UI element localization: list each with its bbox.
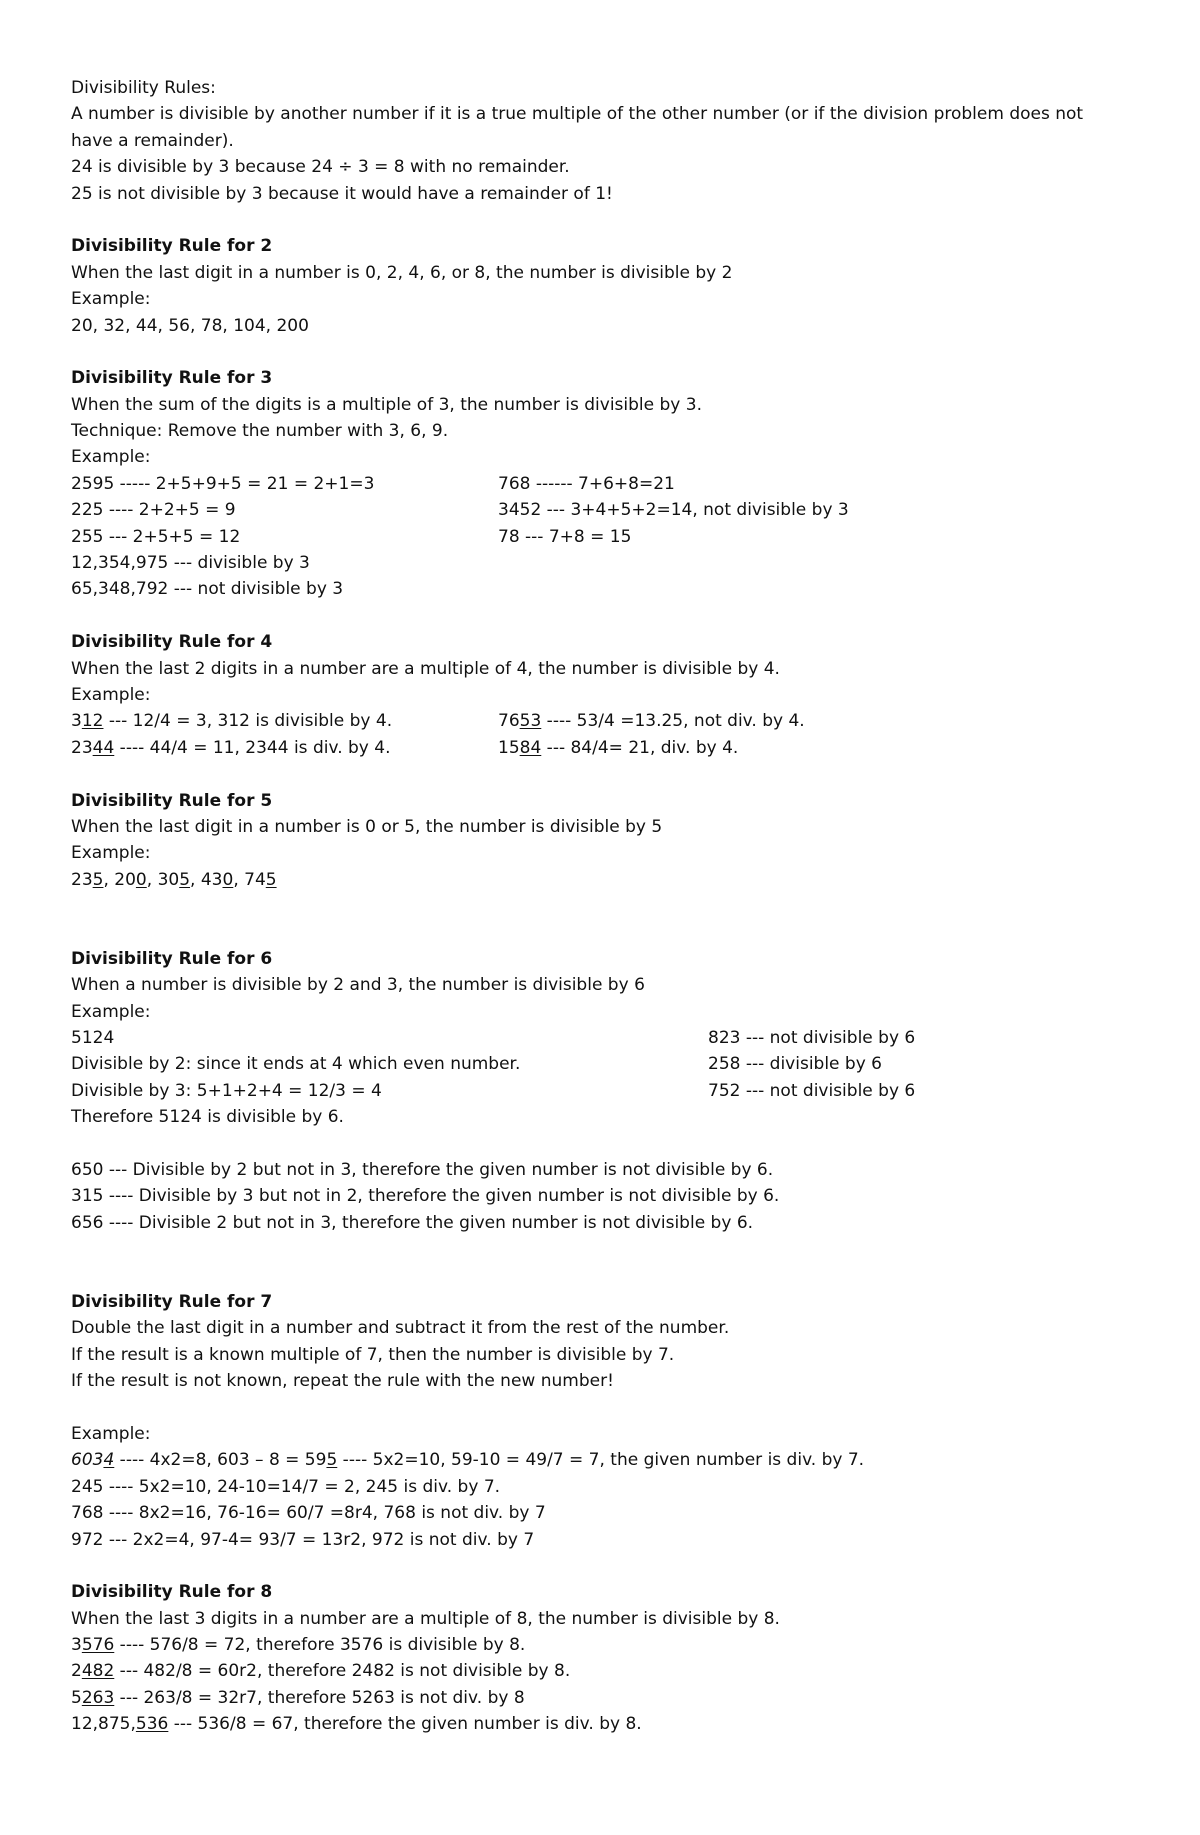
- rule-3-heading: Divisibility Rule for 3: [71, 368, 273, 389]
- rule-3-technique: Technique: Remove the number with 3, 6, 9.: [71, 421, 449, 442]
- rule-3-example-left: 225 ---- 2+2+5 = 9: [71, 500, 236, 521]
- rule-6-heading: Divisibility Rule for 6: [71, 948, 273, 969]
- rule-6-example-left: 5124: [71, 1028, 115, 1049]
- example-label: Example:: [71, 843, 151, 864]
- rule-8-example: 12,875,536 --- 536/8 = 67, therefore the given number is div. by 8.: [71, 1714, 642, 1735]
- rule-3-example-right: 3452 --- 3+4+5+2=14, not divisible by 3: [498, 500, 849, 521]
- rule-2-text: When the last digit in a number is 0, 2, 4, 6, or 8, the number is divisible by 2: [71, 262, 733, 283]
- document-page: [71, 75, 1141, 1738]
- example-label: Example:: [71, 289, 151, 310]
- example-label: Example:: [71, 1423, 151, 1444]
- intro-text-line: 25 is not divisible by 3 because it would have a remainder of 1!: [71, 183, 613, 204]
- rule-6-text: When a number is divisible by 2 and 3, the number is divisible by 6: [71, 975, 645, 996]
- rule-8-example: 2482 --- 482/8 = 60r2, therefore 2482 is not divisible by 8.: [71, 1661, 571, 1682]
- rule-3-example-left: 12,354,975 --- divisible by 3: [71, 553, 310, 574]
- rule-4-text: When the last 2 digits in a number are a multiple of 4, the number is divisible by 4.: [71, 658, 780, 679]
- rule-8-heading: Divisibility Rule for 8: [71, 1582, 273, 1603]
- rule-7-heading: Divisibility Rule for 7: [71, 1292, 273, 1312]
- rule-7-example: 245 ---- 5x2=10, 24-10=14/7 = 2, 245 is div. by 7.: [71, 1476, 501, 1497]
- rule-5-examples: 235, 200, 305, 430, 745: [71, 869, 277, 890]
- intro-text-line: have a remainder).: [71, 130, 234, 151]
- rule-6-example-row: [71, 1051, 1141, 1077]
- rule-3-example-row: [71, 471, 1141, 497]
- rule-7-example: 6034 ---- 4x2=8, 603 – 8 = 595 ---- 5x2=10, 59-10 = 49/7 = 7, the given number is div. by 7.: [71, 1450, 865, 1471]
- rule-8-text: When the last 3 digits in a number are a multiple of 8, the number is divisible by 8.: [71, 1608, 780, 1629]
- rule-7-text: Double the last digit in a number and subtract it from the rest of the number.: [71, 1318, 730, 1339]
- rule-6-example-right: 258 --- divisible by 6: [708, 1054, 882, 1075]
- rule-8-example: 5263 --- 263/8 = 32r7, therefore 5263 is not div. by 8: [71, 1687, 525, 1708]
- rule-4-example: 1584 --- 84/4= 21, div. by 4.: [498, 737, 739, 758]
- rule-6-example-row: [71, 1078, 1141, 1104]
- rule-6-example-right: 752 --- not divisible by 6: [708, 1080, 916, 1101]
- example-label: Example:: [71, 684, 151, 705]
- rule-8-example: 3576 ---- 576/8 = 72, therefore 3576 is divisible by 8.: [71, 1635, 526, 1656]
- rule-3-example-right: 78 --- 7+8 = 15: [498, 526, 632, 547]
- rule-3-example-row: [71, 497, 1141, 523]
- rule-3-text: When the sum of the digits is a multiple of 3, the number is divisible by 3.: [71, 394, 702, 415]
- example-label: Example:: [71, 1001, 151, 1022]
- rule-3-example-left: 255 --- 2+5+5 = 12: [71, 526, 241, 547]
- rule-6-example-left: Therefore 5124 is divisible by 6.: [71, 1107, 344, 1128]
- rule-3-example-row: [71, 524, 1141, 550]
- rule-6-more-example: 650 --- Divisible by 2 but not in 3, therefore the given number is not divisible by 6.: [71, 1160, 774, 1181]
- intro-text-line: 24 is divisible by 3 because 24 ÷ 3 = 8 with no remainder.: [71, 157, 570, 178]
- rule-6-more-example: 656 ---- Divisible 2 but not in 3, therefore the given number is not divisible by 6.: [71, 1212, 754, 1233]
- rule-4-example: 2344 ---- 44/4 = 11, 2344 is div. by 4.: [71, 737, 391, 758]
- rule-3-example-right: 768 ------ 7+6+8=21: [498, 473, 675, 494]
- rule-7-text: If the result is a known multiple of 7, then the number is divisible by 7.: [71, 1344, 675, 1365]
- rule-6-example-row: [71, 1025, 1141, 1051]
- rule-5-heading: Divisibility Rule for 5: [71, 790, 273, 811]
- rule-7-text: If the result is not known, repeat the rule with the new number!: [71, 1371, 614, 1392]
- rule-7-example: 972 --- 2x2=4, 97-4= 93/7 = 13r2, 972 is not div. by 7: [71, 1529, 535, 1550]
- rule-3-example-left: 65,348,792 --- not divisible by 3: [71, 579, 344, 600]
- rule-7-example: 768 ---- 8x2=16, 76-16= 60/7 =8r4, 768 is not div. by 7: [71, 1503, 546, 1524]
- rule-4-example-row: [71, 708, 1141, 734]
- rule-4-heading: Divisibility Rule for 4: [71, 632, 273, 653]
- rule-5-text: When the last digit in a number is 0 or 5, the number is divisible by 5: [71, 816, 663, 837]
- rule-6-more-example: 315 ---- Divisible by 3 but not in 2, therefore the given number is not divisible by 6.: [71, 1186, 780, 1207]
- rule-4-example-row: [71, 735, 1141, 761]
- rule-6-example-right: 823 --- not divisible by 6: [708, 1028, 916, 1049]
- rule-2-examples: 20, 32, 44, 56, 78, 104, 200: [71, 315, 309, 336]
- rule-4-example: 7653 ---- 53/4 =13.25, not div. by 4.: [498, 711, 805, 732]
- intro-text-line: A number is divisible by another number if it is a true multiple of the other number (or if the division problem does not: [71, 104, 1084, 125]
- rule-6-example-left: Divisible by 3: 5+1+2+4 = 12/3 = 4: [71, 1080, 382, 1101]
- intro-title: Divisibility Rules:: [71, 78, 216, 98]
- rule-4-example: 312 --- 12/4 = 3, 312 is divisible by 4.: [71, 711, 393, 732]
- rule-3-example-left: 2595 ----- 2+5+9+5 = 21 = 2+1=3: [71, 473, 375, 494]
- example-label: Example:: [71, 447, 151, 468]
- rule-2-heading: Divisibility Rule for 2: [71, 236, 273, 257]
- rule-6-example-left: Divisible by 2: since it ends at 4 which even number.: [71, 1054, 521, 1075]
